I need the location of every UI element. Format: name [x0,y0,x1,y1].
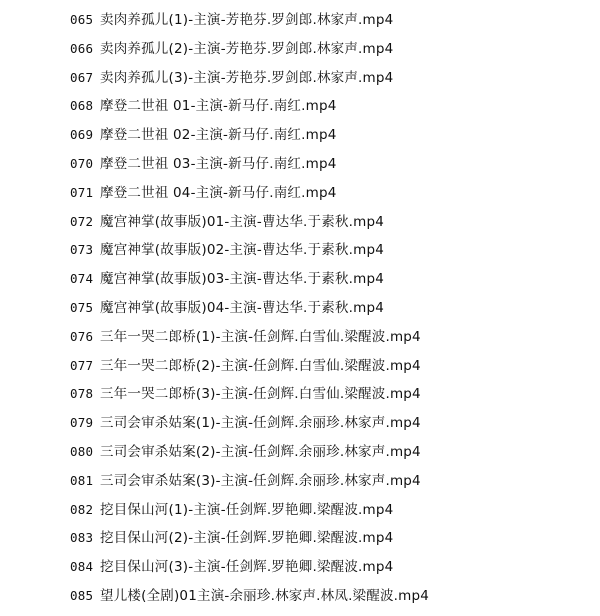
file-name: 摩登二世祖 02-主演-新马仔.南红.mp4 [100,127,337,144]
file-number: 085 [70,587,94,603]
file-number: 079 [70,415,94,431]
file-number: 075 [70,299,94,315]
list-item[interactable] [70,236,429,265]
file-name: 挖目保山河(2)-主演-任剑辉.罗艳卿.梁醒波.mp4 [100,530,394,547]
list-item[interactable] [70,323,429,352]
file-name: 三年一哭二郎桥(3)-主演-任剑辉.白雪仙.梁醒波.mp4 [100,386,421,403]
file-list [70,6,429,611]
list-item[interactable] [70,150,429,179]
file-name: 卖肉养孤儿(1)-主演-芳艳芬.罗剑郎.林家声.mp4 [100,12,394,28]
list-item[interactable] [70,121,429,150]
list-item[interactable] [70,208,429,237]
file-name: 摩登二世祖 01-主演-新马仔.南红.mp4 [100,98,337,115]
list-item[interactable] [70,92,429,121]
list-item[interactable] [70,467,429,496]
list-item[interactable] [70,380,429,409]
file-number: 081 [70,472,94,488]
file-name: 挖目保山河(3)-主演-任剑辉.罗艳卿.梁醒波.mp4 [100,559,394,576]
file-name: 摩登二世祖 03-主演-新马仔.南红.mp4 [100,155,337,172]
file-number: 070 [70,155,94,171]
file-number: 077 [70,357,94,373]
file-number: 071 [70,184,94,200]
file-number: 078 [70,386,94,402]
file-name: 三司会审杀姑案(3)-主演-任剑辉.余丽珍.林家声.mp4 [100,472,421,489]
file-name: 三司会审杀姑案(1)-主演-任剑辉.余丽珍.林家声.mp4 [100,415,421,432]
file-number: 066 [70,40,94,56]
file-number: 073 [70,242,94,258]
file-number: 068 [70,98,94,114]
list-item[interactable] [70,6,429,35]
list-item[interactable] [70,582,429,611]
list-item[interactable] [70,496,429,525]
list-item[interactable] [70,35,429,64]
file-number: 074 [70,271,94,287]
file-name: 摩登二世祖 04-主演-新马仔.南红.mp4 [100,184,337,201]
list-item[interactable] [70,438,429,467]
file-name: 卖肉养孤儿(3)-主演-芳艳芬.罗剑郎.林家声.mp4 [100,69,394,86]
file-number: 076 [70,328,94,344]
list-item[interactable] [70,179,429,208]
file-name: 挖目保山河(1)-主演-任剑辉.罗艳卿.梁醒波.mp4 [100,501,394,518]
file-number: 067 [70,69,94,85]
file-name: 魔宫神掌(故事版)01-主演-曹达华.于素秋.mp4 [100,213,385,230]
file-name: 魔宫神掌(故事版)02-主演-曹达华.于素秋.mp4 [100,242,385,259]
file-name: 三司会审杀姑案(2)-主演-任剑辉.余丽珍.林家声.mp4 [100,443,421,460]
file-number: 084 [70,559,94,575]
list-item[interactable] [70,265,429,294]
file-name: 望儿楼(全剧)01主演-余丽珍.林家声.林凤.梁醒波.mp4 [100,587,430,604]
file-name: 魔宫神掌(故事版)03-主演-曹达华.于素秋.mp4 [100,271,385,288]
list-item[interactable] [70,352,429,381]
file-number: 080 [70,443,94,459]
list-item[interactable] [70,553,429,582]
file-number: 072 [70,213,94,229]
file-number: 069 [70,127,94,143]
file-number: 083 [70,530,94,546]
list-item[interactable] [70,64,429,93]
list-item[interactable] [70,409,429,438]
file-name: 三年一哭二郎桥(2)-主演-任剑辉.白雪仙.梁醒波.mp4 [100,357,421,374]
file-name: 卖肉养孤儿(2)-主演-芳艳芬.罗剑郎.林家声.mp4 [100,40,394,57]
file-number: 082 [70,501,94,517]
file-name: 三年一哭二郎桥(1)-主演-任剑辉.白雪仙.梁醒波.mp4 [100,328,421,345]
file-name: 魔宫神掌(故事版)04-主演-曹达华.于素秋.mp4 [100,299,385,316]
file-number: 065 [70,12,94,27]
list-item[interactable] [70,524,429,553]
list-item[interactable] [70,294,429,323]
